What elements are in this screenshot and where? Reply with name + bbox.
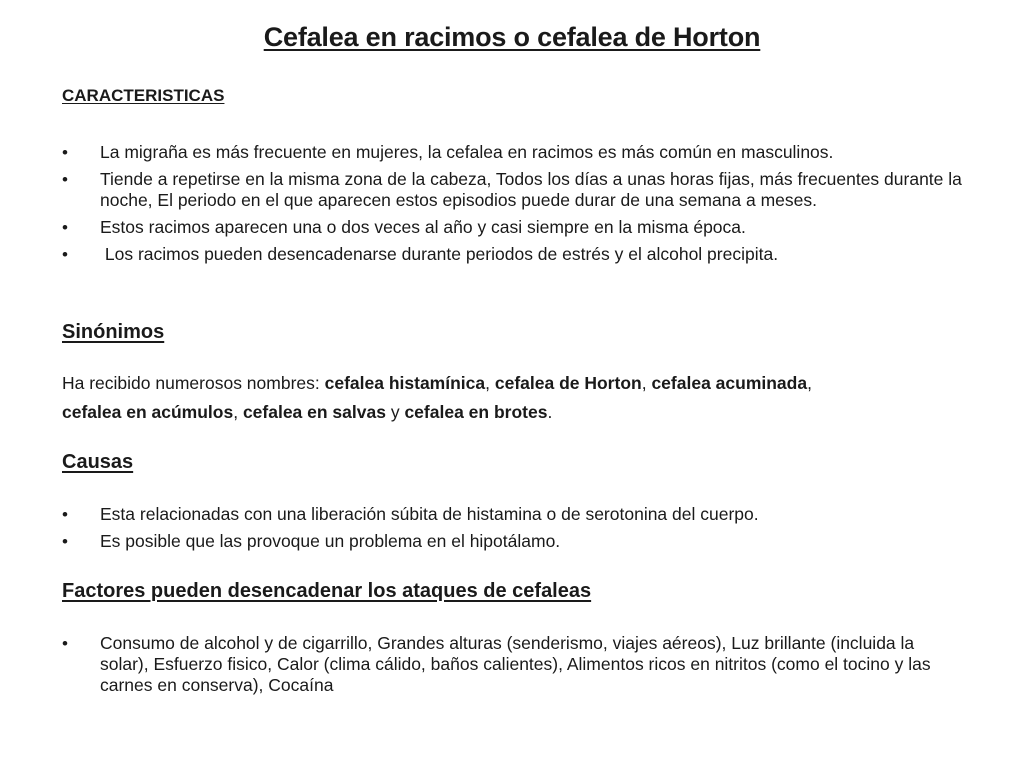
list-item [62,244,962,265]
bullet-icon: • [62,505,68,524]
bullet-icon: • [62,218,68,237]
separator: , [807,373,812,393]
synonym-name: cefalea en brotes [404,402,548,422]
list-item-text: Tiende a repetirse en la misma zona de la cabeza, Todos los días a unas horas fijas, más frecuentes durante la noche, El periodo en el que aparecen estos episodios puede durar de una semana a meses. [100,169,962,210]
caracteristicas-list [62,142,962,271]
list-item [62,217,962,238]
bullet-icon: • [62,245,68,264]
list-item-text: La migraña es más frecuente en mujeres, la cefalea en racimos es más común en masculinos. [100,142,834,162]
causas-heading: Causas [62,451,134,473]
sinonimos-heading: Sinónimos [62,321,165,343]
list-item-text: Esta relacionadas con una liberación súbita de histamina o de serotonina del cuerpo. [100,504,759,524]
separator: y [385,402,405,422]
separator: , [485,373,495,393]
sinonimos-intro: Ha recibido numerosos nombres: [62,373,325,393]
separator: , [233,402,243,422]
factores-heading: Factores pueden desencadenar los ataques de cefaleas [62,580,592,602]
list-item-text: Consumo de alcohol y de cigarrillo, Grandes alturas (senderismo, viajes aéreos), Luz brillante (incluida la solar), Esfuerzo fisico, Calor (clima cálido, baños calientes), Alimentos ricos en nitritos (como el tocino y las carnes en conserva), Cocaína [100,633,931,695]
sentence-end: . [547,402,553,422]
list-item-text: Es posible que las provoque un problema en el hipotálamo. [100,531,561,551]
causas-list [62,504,962,558]
synonym-name: cefalea de Horton [494,373,642,393]
bullet-icon: • [62,143,68,162]
list-item [62,633,962,696]
sinonimos-paragraph [62,369,962,427]
bullet-icon: • [62,170,68,189]
list-item-text: Los racimos pueden desencadenarse durante periodos de estrés y el alcohol precipita. [100,244,779,264]
list-item-text: Estos racimos aparecen una o dos veces al año y casi siempre en la misma época. [100,217,746,237]
list-item [62,504,962,525]
bullet-icon: • [62,532,68,551]
separator: , [641,373,652,393]
synonym-name: cefalea histamínica [324,373,486,393]
slide-title: Cefalea en racimos o cefalea de Horton [263,22,761,52]
list-item [62,169,962,211]
bullet-icon: • [62,634,68,653]
factores-list [62,633,962,702]
synonym-name: cefalea en salvas [242,402,386,422]
list-item [62,531,962,552]
synonym-name: cefalea acuminada [651,373,808,393]
caracteristicas-heading: CARACTERISTICAS [62,86,225,105]
list-item [62,142,962,163]
synonym-name: cefalea en acúmulos [62,402,234,422]
